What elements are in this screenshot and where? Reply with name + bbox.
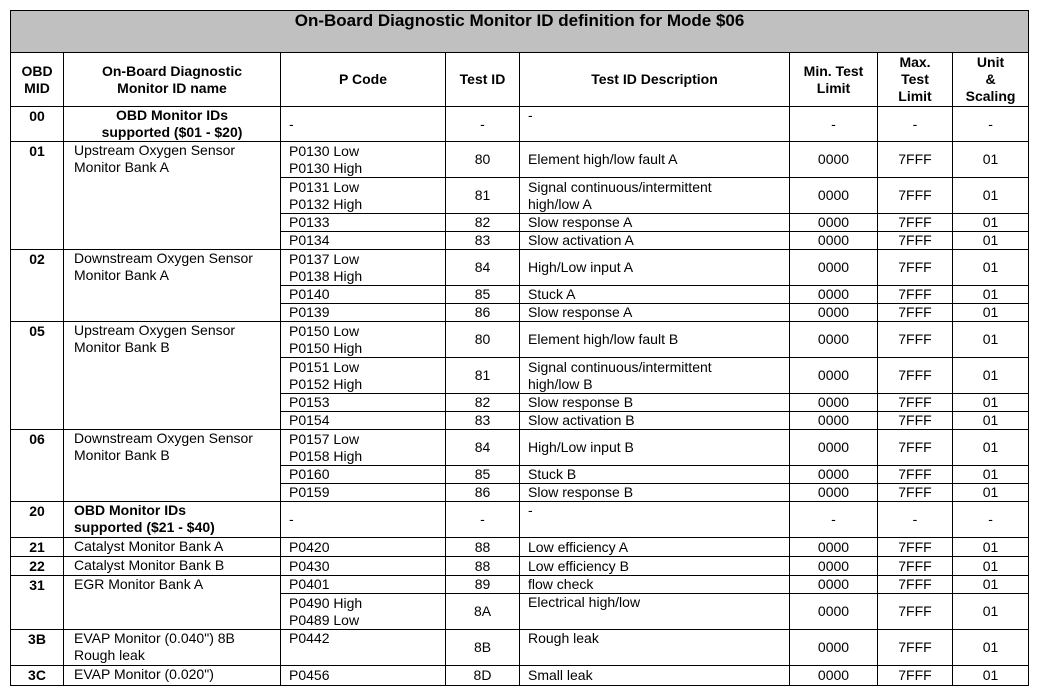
obd-mid-cell: 01 (11, 142, 64, 250)
test-id-description-cell: Stuck B (520, 466, 790, 484)
min-test-limit-cell: - (790, 107, 878, 142)
p-code-cell: - (281, 502, 446, 538)
p-code-cell: P0157 Low P0158 High (281, 430, 446, 466)
header-max-test-limit: Max. Test Limit (878, 53, 953, 107)
max-test-limit-cell: 7FFF (878, 666, 953, 686)
monitor-name-cell: EGR Monitor Bank A (64, 576, 281, 630)
test-id-cell: 86 (446, 304, 520, 322)
test-id-cell: 84 (446, 430, 520, 466)
p-code-cell: P0133 (281, 214, 446, 232)
min-test-limit-cell: 0000 (790, 358, 878, 394)
p-code-cell: P0160 (281, 466, 446, 484)
test-id-cell: 84 (446, 250, 520, 286)
test-id-description-cell: High/Low input A (520, 250, 790, 286)
table-row (11, 250, 1029, 286)
unit-scaling-cell: - (953, 502, 1029, 538)
max-test-limit-cell: 7FFF (878, 466, 953, 484)
p-code-cell: P0153 (281, 394, 446, 412)
table-row (11, 666, 1029, 686)
unit-scaling-cell: 01 (953, 142, 1029, 178)
min-test-limit-cell: 0000 (790, 557, 878, 576)
obd-mid-cell: 3B (11, 630, 64, 666)
table-title: On-Board Diagnostic Monitor ID definition for Mode $06 (11, 11, 1029, 53)
test-id-description-cell: High/Low input B (520, 430, 790, 466)
unit-scaling-cell: 01 (953, 214, 1029, 232)
p-code-cell: P0150 Low P0150 High (281, 322, 446, 358)
min-test-limit-cell: 0000 (790, 538, 878, 557)
min-test-limit-cell: 0000 (790, 412, 878, 430)
max-test-limit-cell: - (878, 107, 953, 142)
test-id-cell: 86 (446, 484, 520, 502)
test-id-description-cell: Slow response A (520, 304, 790, 322)
unit-scaling-cell: 01 (953, 286, 1029, 304)
max-test-limit-cell: 7FFF (878, 178, 953, 214)
obd-mid-cell: 02 (11, 250, 64, 322)
max-test-limit-cell: 7FFF (878, 594, 953, 630)
test-id-cell: 80 (446, 142, 520, 178)
max-test-limit-cell: 7FFF (878, 576, 953, 594)
test-id-description-cell: Low efficiency B (520, 557, 790, 576)
unit-scaling-cell: 01 (953, 304, 1029, 322)
unit-scaling-cell: 01 (953, 466, 1029, 484)
test-id-description-cell: Slow response B (520, 394, 790, 412)
test-id-description-cell: Electrical high/low (520, 594, 790, 630)
p-code-cell: P0420 (281, 538, 446, 557)
test-id-description-cell: Slow activation A (520, 232, 790, 250)
max-test-limit-cell: 7FFF (878, 250, 953, 286)
obd-mid-cell: 22 (11, 557, 64, 576)
max-test-limit-cell: 7FFF (878, 394, 953, 412)
p-code-cell: P0456 (281, 666, 446, 686)
header-row (11, 53, 1029, 107)
test-id-cell: - (446, 502, 520, 538)
max-test-limit-cell: 7FFF (878, 412, 953, 430)
p-code-cell: P0134 (281, 232, 446, 250)
table-row (11, 557, 1029, 576)
unit-scaling-cell: 01 (953, 538, 1029, 557)
test-id-description-cell: Slow response B (520, 484, 790, 502)
min-test-limit-cell: 0000 (790, 322, 878, 358)
test-id-cell: 8D (446, 666, 520, 686)
test-id-cell: 88 (446, 557, 520, 576)
max-test-limit-cell: 7FFF (878, 214, 953, 232)
table-row (11, 142, 1029, 178)
table-row (11, 430, 1029, 466)
min-test-limit-cell: 0000 (790, 594, 878, 630)
monitor-name-cell: Upstream Oxygen Sensor Monitor Bank A (64, 142, 281, 250)
unit-scaling-cell: 01 (953, 178, 1029, 214)
min-test-limit-cell: 0000 (790, 466, 878, 484)
p-code-cell: P0131 Low P0132 High (281, 178, 446, 214)
unit-scaling-cell: 01 (953, 484, 1029, 502)
max-test-limit-cell: 7FFF (878, 286, 953, 304)
min-test-limit-cell: 0000 (790, 232, 878, 250)
p-code-cell: P0490 High P0489 Low (281, 594, 446, 630)
p-code-cell: P0430 (281, 557, 446, 576)
mode06-definition-document (10, 10, 1028, 686)
min-test-limit-cell: 0000 (790, 286, 878, 304)
table-row (11, 630, 1029, 666)
p-code-cell: P0401 (281, 576, 446, 594)
test-id-cell: 80 (446, 322, 520, 358)
unit-scaling-cell: 01 (953, 594, 1029, 630)
obd-mid-cell: 20 (11, 502, 64, 538)
unit-scaling-cell: 01 (953, 322, 1029, 358)
header-unit-scaling: Unit & Scaling (953, 53, 1029, 107)
monitor-name-cell: EVAP Monitor (0.040") 8B Rough leak (64, 630, 281, 666)
max-test-limit-cell: 7FFF (878, 430, 953, 466)
obd-mid-cell: 05 (11, 322, 64, 430)
obd-mid-cell: 31 (11, 576, 64, 630)
header-p-code: P Code (281, 53, 446, 107)
unit-scaling-cell: 01 (953, 430, 1029, 466)
min-test-limit-cell: 0000 (790, 178, 878, 214)
monitor-name-cell: EVAP Monitor (0.020") (64, 666, 281, 686)
table-row (11, 107, 1029, 142)
unit-scaling-cell: 01 (953, 666, 1029, 686)
test-id-cell: 88 (446, 538, 520, 557)
test-id-description-cell: Signal continuous/intermittent high/low B (520, 358, 790, 394)
test-id-cell: 83 (446, 412, 520, 430)
unit-scaling-cell: 01 (953, 394, 1029, 412)
min-test-limit-cell: 0000 (790, 214, 878, 232)
test-id-description-cell: - (520, 502, 790, 538)
unit-scaling-cell: - (953, 107, 1029, 142)
obd-mid-cell: 00 (11, 107, 64, 142)
p-code-cell: P0154 (281, 412, 446, 430)
max-test-limit-cell: 7FFF (878, 557, 953, 576)
p-code-cell: P0151 Low P0152 High (281, 358, 446, 394)
min-test-limit-cell: 0000 (790, 430, 878, 466)
test-id-cell: 8A (446, 594, 520, 630)
min-test-limit-cell: 0000 (790, 142, 878, 178)
max-test-limit-cell: 7FFF (878, 142, 953, 178)
test-id-description-cell: Small leak (520, 666, 790, 686)
test-id-cell: 8B (446, 630, 520, 666)
unit-scaling-cell: 01 (953, 576, 1029, 594)
table-body (11, 107, 1029, 686)
test-id-cell: 82 (446, 214, 520, 232)
p-code-cell: P0442 (281, 630, 446, 666)
min-test-limit-cell: 0000 (790, 576, 878, 594)
test-id-cell: 81 (446, 358, 520, 394)
obd-monitor-id-table (10, 10, 1029, 686)
monitor-name-cell: Catalyst Monitor Bank B (64, 557, 281, 576)
unit-scaling-cell: 01 (953, 412, 1029, 430)
obd-mid-cell: 06 (11, 430, 64, 502)
min-test-limit-cell: 0000 (790, 484, 878, 502)
min-test-limit-cell: 0000 (790, 630, 878, 666)
test-id-description-cell: - (520, 107, 790, 142)
test-id-description-cell: Element high/low fault A (520, 142, 790, 178)
table-row (11, 576, 1029, 594)
header-monitor-name: On-Board Diagnostic Monitor ID name (64, 53, 281, 107)
test-id-cell: 83 (446, 232, 520, 250)
max-test-limit-cell: 7FFF (878, 322, 953, 358)
header-test-id: Test ID (446, 53, 520, 107)
max-test-limit-cell: - (878, 502, 953, 538)
min-test-limit-cell: 0000 (790, 250, 878, 286)
max-test-limit-cell: 7FFF (878, 232, 953, 250)
test-id-cell: 85 (446, 466, 520, 484)
monitor-name-cell: OBD Monitor IDs supported ($01 - $20) (64, 107, 281, 142)
max-test-limit-cell: 7FFF (878, 358, 953, 394)
test-id-cell: 82 (446, 394, 520, 412)
min-test-limit-cell: 0000 (790, 666, 878, 686)
monitor-name-cell: OBD Monitor IDs supported ($21 - $40) (64, 502, 281, 538)
title-row (11, 11, 1029, 53)
p-code-cell: P0159 (281, 484, 446, 502)
p-code-cell: P0137 Low P0138 High (281, 250, 446, 286)
obd-mid-cell: 21 (11, 538, 64, 557)
max-test-limit-cell: 7FFF (878, 304, 953, 322)
unit-scaling-cell: 01 (953, 250, 1029, 286)
test-id-cell: - (446, 107, 520, 142)
unit-scaling-cell: 01 (953, 630, 1029, 666)
max-test-limit-cell: 7FFF (878, 484, 953, 502)
p-code-cell: P0139 (281, 304, 446, 322)
min-test-limit-cell: 0000 (790, 394, 878, 412)
p-code-cell: P0140 (281, 286, 446, 304)
p-code-cell: P0130 Low P0130 High (281, 142, 446, 178)
max-test-limit-cell: 7FFF (878, 538, 953, 557)
test-id-description-cell: Signal continuous/intermittent high/low A (520, 178, 790, 214)
monitor-name-cell: Downstream Oxygen Sensor Monitor Bank A (64, 250, 281, 322)
test-id-cell: 85 (446, 286, 520, 304)
table-row (11, 502, 1029, 538)
monitor-name-cell: Upstream Oxygen Sensor Monitor Bank B (64, 322, 281, 430)
monitor-name-cell: Catalyst Monitor Bank A (64, 538, 281, 557)
test-id-description-cell: Element high/low fault B (520, 322, 790, 358)
test-id-description-cell: flow check (520, 576, 790, 594)
unit-scaling-cell: 01 (953, 557, 1029, 576)
unit-scaling-cell: 01 (953, 232, 1029, 250)
test-id-description-cell: Slow activation B (520, 412, 790, 430)
header-test-id-description: Test ID Description (520, 53, 790, 107)
test-id-cell: 81 (446, 178, 520, 214)
header-min-test-limit: Min. Test Limit (790, 53, 878, 107)
test-id-description-cell: Stuck A (520, 286, 790, 304)
test-id-description-cell: Slow response A (520, 214, 790, 232)
header-obd-mid: OBD MID (11, 53, 64, 107)
test-id-description-cell: Low efficiency A (520, 538, 790, 557)
monitor-name-cell: Downstream Oxygen Sensor Monitor Bank B (64, 430, 281, 502)
min-test-limit-cell: 0000 (790, 304, 878, 322)
unit-scaling-cell: 01 (953, 358, 1029, 394)
test-id-cell: 89 (446, 576, 520, 594)
min-test-limit-cell: - (790, 502, 878, 538)
p-code-cell: - (281, 107, 446, 142)
test-id-description-cell: Rough leak (520, 630, 790, 666)
max-test-limit-cell: 7FFF (878, 630, 953, 666)
table-row (11, 538, 1029, 557)
obd-mid-cell: 3C (11, 666, 64, 686)
table-row (11, 322, 1029, 358)
